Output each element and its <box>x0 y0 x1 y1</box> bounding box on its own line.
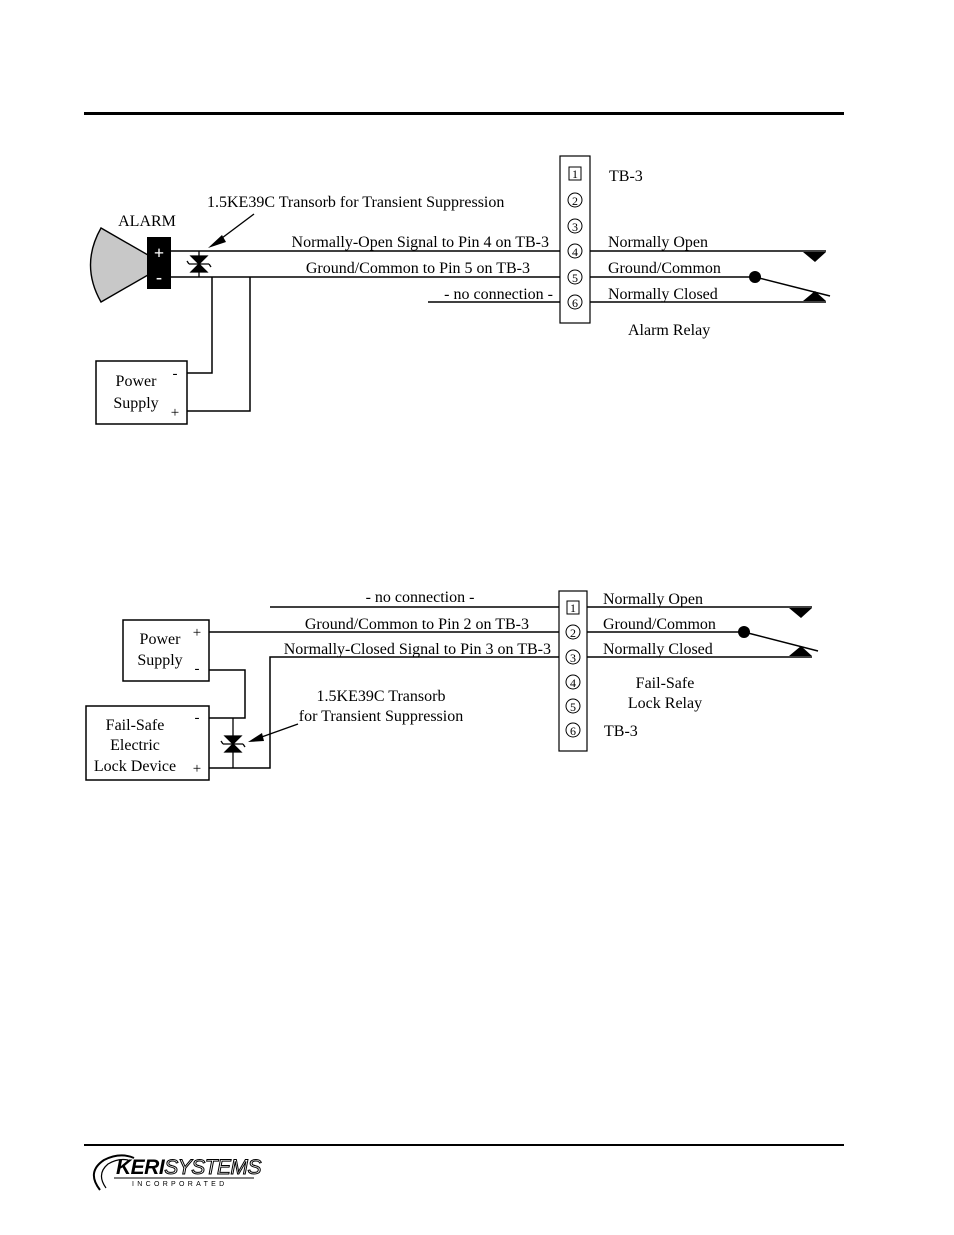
ground-wire-label: Ground/Common to Pin 2 on TB-3 <box>304 616 529 633</box>
svg-text:4: 4 <box>572 245 578 259</box>
lock-device-plus: + <box>192 761 202 777</box>
svg-text:5: 5 <box>570 700 576 714</box>
signal-wire-label: Normally-Open Signal to Pin 4 on TB-3 <box>291 234 549 251</box>
alarm-relay-diagram <box>0 150 954 440</box>
svg-text:6: 6 <box>572 296 578 310</box>
signal-wire-label: Normally-Closed Signal to Pin 3 on TB-3 <box>283 641 551 658</box>
power-minus-wire <box>209 670 245 718</box>
svg-text:1: 1 <box>572 167 578 181</box>
relay-gc-label: Ground/Common <box>608 260 721 277</box>
alarm-label: ALARM <box>118 213 176 230</box>
transorb-label-2: for Transient Suppression <box>298 708 464 725</box>
power-supply-label-2: Supply <box>137 652 183 669</box>
svg-text:1: 1 <box>570 601 576 615</box>
transorb-label: 1.5KE39C Transorb for Transient Suppression <box>207 194 505 211</box>
noconn-label: - no connection - <box>365 589 475 606</box>
tb3-label: TB-3 <box>604 723 638 740</box>
lock-device-label-1: Fail-Safe <box>105 717 165 734</box>
logo-eri: ERI <box>130 1156 165 1179</box>
tb3-pin-1 <box>567 601 579 615</box>
lock-device-label-2: Electric <box>110 737 160 754</box>
lock-device-minus: - <box>194 710 200 726</box>
transorb-label-1: 1.5KE39C Transorb <box>316 688 446 705</box>
keri-systems-logo <box>86 1150 262 1196</box>
noconn-label: - no connection - <box>444 286 553 303</box>
alarm-plus-label: + <box>153 243 165 263</box>
power-minus-wire <box>187 277 212 373</box>
relay-switch-arm <box>755 277 830 296</box>
footer-rule <box>84 1144 844 1146</box>
lock-relay-title-1: Fail-Safe <box>635 675 695 692</box>
svg-text:3: 3 <box>572 220 578 234</box>
logo-wordmark <box>116 1156 261 1180</box>
logo-k: K <box>116 1156 131 1179</box>
relay-no-contact <box>803 252 826 262</box>
svg-text:4: 4 <box>570 676 576 690</box>
power-supply-plus: + <box>170 405 180 421</box>
relay-no-label: Normally Open <box>608 234 708 251</box>
alarm-minus-label: - <box>156 267 162 287</box>
relay-nc-contact <box>803 291 826 301</box>
ground-wire-label: Ground/Common to Pin 5 on TB-3 <box>305 260 530 277</box>
header-rule <box>84 112 844 115</box>
power-supply-minus: - <box>194 661 200 677</box>
lock-relay-title-2: Lock Relay <box>627 695 703 712</box>
transorb-diode-icon <box>221 718 245 768</box>
svg-text:3: 3 <box>570 651 576 665</box>
lock-device-label-3: Lock Device <box>93 758 177 775</box>
power-supply-plus: + <box>192 625 202 641</box>
lock-relay-diagram <box>0 580 954 785</box>
alarm-horn-icon <box>91 228 149 302</box>
relay-no-label: Normally Open <box>603 591 703 608</box>
transorb-arrowhead <box>248 733 264 742</box>
svg-text:2: 2 <box>570 626 576 640</box>
alarm-relay-title: Alarm Relay <box>628 322 711 339</box>
logo-incorporated: INCORPORATED <box>132 1181 228 1188</box>
power-supply-label-1: Power <box>115 373 157 390</box>
relay-gc-label: Ground/Common <box>603 616 716 633</box>
relay-nc-contact <box>789 646 812 656</box>
svg-text:5: 5 <box>572 271 578 285</box>
relay-nc-label: Normally Closed <box>608 286 718 303</box>
power-supply-label-2: Supply <box>113 395 159 412</box>
relay-no-contact <box>789 608 812 618</box>
power-supply-minus: - <box>172 366 178 382</box>
relay-switch-arm <box>744 632 818 651</box>
svg-text:6: 6 <box>570 724 576 738</box>
power-plus-wire <box>187 277 250 411</box>
relay-nc-label: Normally Closed <box>603 641 713 658</box>
logo-systems: SYSTEMS <box>164 1156 262 1179</box>
tb3-label: TB-3 <box>609 168 643 185</box>
svg-text:2: 2 <box>572 194 578 208</box>
transorb-diode-icon <box>187 251 211 277</box>
power-supply-label-1: Power <box>139 631 181 648</box>
